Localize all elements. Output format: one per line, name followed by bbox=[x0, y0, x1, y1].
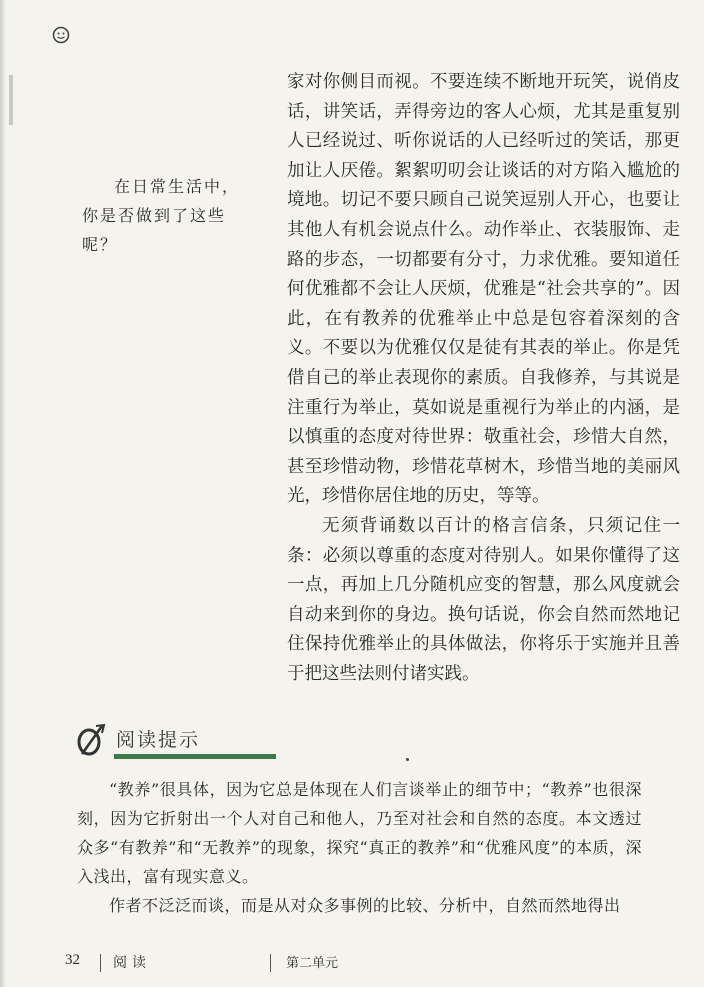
footer-divider bbox=[100, 954, 101, 972]
main-paragraph: 无须背诵数以百计的格言信条，只须记住一条：必须以尊重的态度对待别人。如果你懂得了这一点，再加上几分随机应变的智慧，那么风度就会自动来到你的身边。换句话说，你会自然而然地记住保持优雅举止的具体做法，你将乐于实施并且善于把这些法则付诸实践。 bbox=[287, 515, 680, 684]
tip-paragraph: “教养”很具体，因为它总是体现在人们言谈举止的细节中；“教养”也很深刻，因为它折射出一个人对自己和他人，乃至对社会和自然的态度。本文透过众多“有教养”和“无教养”的现象，探究“真正的教养”和“优雅风度”的本质，深入浅出，富有现实意义。 bbox=[77, 780, 642, 886]
smiley-icon bbox=[52, 26, 70, 44]
footer-book-section: 阅读 bbox=[113, 955, 151, 971]
side-note-line: 你是否做到了这些 bbox=[82, 206, 227, 225]
side-note-line: 在日常生活中， bbox=[114, 177, 241, 196]
reading-tip-icon bbox=[74, 722, 108, 758]
reading-tip-header bbox=[74, 722, 214, 758]
spine-mark bbox=[9, 75, 13, 125]
footer-divider bbox=[270, 954, 271, 972]
side-note-line: 呢？ bbox=[82, 235, 119, 254]
side-note bbox=[82, 172, 257, 259]
stray-dot bbox=[406, 758, 409, 761]
reading-tip-underline bbox=[114, 754, 276, 759]
reading-tip-title: 阅读提示 bbox=[116, 729, 201, 751]
reading-tip-text bbox=[77, 775, 642, 920]
footer-unit: 第二单元 bbox=[286, 956, 339, 971]
main-text bbox=[287, 68, 680, 689]
main-paragraph: 家对你侧目而视。不要连续不断地开玩笑，说俏皮话，讲笑话，弄得旁边的客人心烦，尤其是重复别人已经说过、听你说话的人已经听过的笑话，那更加让人厌倦。絮絮叨叨会让谈话的对方陷入尴尬的境地。切记不要只顾自己说笑逗别人开心，也要让其他人有机会说点什么。动作举止、衣装服饰、走路的步态，一切都要有分寸，力求优雅。要知道任何优雅都不会让人厌烦，优雅是“社会共享的”。因此，在有教养的优雅举止中总是包容着深刻的含义。不要以为优雅仅仅是徒有其表的举止。你是凭借自己的举止表现你的素质。自我修养，与其说是注重行为举止，莫如说是重视行为举止的内涵，是以慎重的态度对待世界：敬重社会，珍惜大自然，甚至珍惜动物，珍惜花草树木，珍惜当地的美丽风光，珍惜你居住地的历史，等等。 bbox=[287, 72, 680, 507]
page-number: 32 bbox=[65, 952, 80, 968]
page-spine-shadow bbox=[0, 0, 6, 987]
page-footer bbox=[0, 952, 704, 982]
tip-paragraph: 作者不泛泛而谈，而是从对众多事例的比较、分析中，自然而然地得出 bbox=[109, 896, 621, 915]
